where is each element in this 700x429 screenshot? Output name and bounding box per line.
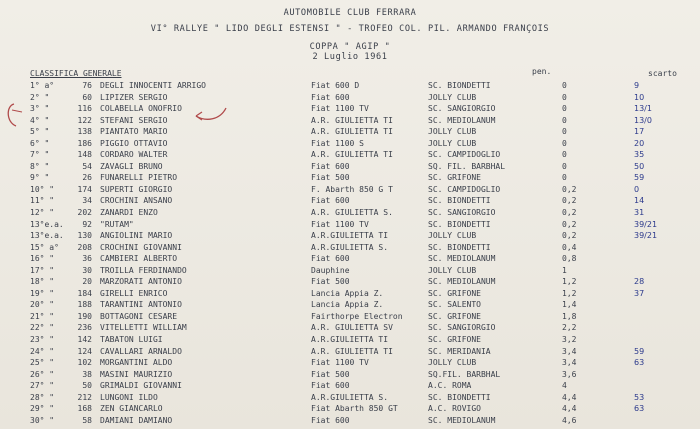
table-row	[30, 322, 690, 334]
table-row	[30, 172, 690, 184]
club-cell: SC. MEDIOLANUM	[428, 254, 496, 264]
car-model-cell: Fairthorpe Electron	[311, 311, 403, 321]
table-row	[30, 288, 690, 300]
driver-name-cell: DEGLI INNOCENTI ARRIGO	[100, 81, 206, 90]
car-number-cell: 188	[77, 300, 92, 310]
handwritten-arrow-mark	[190, 104, 230, 126]
penalty-cell: 0,2	[562, 231, 577, 241]
driver-name-cell: LUNGONI ILDO	[100, 392, 158, 402]
penalty-cell: 3,4	[562, 358, 577, 368]
car-number-cell: 168	[77, 404, 92, 414]
scarto-cell: 59	[634, 346, 645, 356]
rank-cell: 9° "	[30, 173, 50, 183]
car-model-cell: A.R. GIULIETTA TI	[311, 127, 393, 137]
scarto-cell: 53	[634, 392, 645, 402]
scarto-cell	[634, 299, 690, 311]
club-header: AUTOMOBILE CLUB FERRARA	[283, 8, 417, 18]
penalty-cell: 2,2	[562, 323, 577, 333]
penalty-cell: 3,2	[562, 335, 577, 345]
rank-cell: 17° "	[30, 265, 55, 275]
club-cell: SC. BIONDETTI	[428, 242, 491, 252]
car-number-cell: 102	[77, 358, 92, 368]
driver-name-cell: MASINI MAURIZIO	[100, 369, 173, 379]
car-number-cell: 38	[82, 369, 92, 379]
car-number-cell: 122	[77, 115, 92, 125]
scarto-cell: 14	[634, 196, 645, 206]
scarto-cell: 20	[634, 138, 645, 148]
car-number-cell: 186	[77, 138, 92, 148]
driver-name-cell: DAMIANI DAMIANO	[100, 415, 173, 425]
car-model-cell: Fiat 600	[311, 415, 350, 425]
table-row	[30, 126, 690, 138]
scarto-cell: 63	[634, 404, 645, 414]
penalty-cell: 0,8	[562, 254, 577, 264]
car-model-cell: Fiat 600 D	[311, 81, 360, 90]
driver-name-cell: ZEN GIANCARLO	[100, 404, 163, 414]
driver-name-cell: ZAVAGLI BRUNO	[100, 161, 163, 171]
club-cell: SC. GRIFONE	[428, 173, 481, 183]
rank-cell: 19° "	[30, 288, 55, 298]
rank-cell: 28° "	[30, 392, 55, 402]
results-table	[30, 80, 690, 426]
rank-cell: 8° "	[30, 161, 50, 171]
handwritten-bracket-mark	[0, 100, 40, 130]
club-cell: JOLLY CLUB	[428, 138, 477, 148]
car-number-cell: 124	[77, 346, 92, 356]
driver-name-cell: BOTTAGONI CESARE	[100, 311, 178, 321]
club-cell: JOLLY CLUB	[428, 231, 477, 241]
car-number-cell: 60	[82, 92, 92, 102]
rank-cell: 7° "	[30, 150, 50, 160]
driver-name-cell: CROCHINI ANSANO	[100, 196, 173, 206]
scarto-cell	[634, 242, 690, 254]
rank-cell: 23° "	[30, 335, 55, 345]
club-cell: SC. SANGIORGIO	[428, 323, 496, 333]
car-number-cell: 184	[77, 288, 92, 298]
penalty-cell: 0	[562, 138, 567, 148]
club-cell: SC. SALENTO	[428, 300, 481, 310]
scarto-cell	[634, 415, 690, 427]
table-row	[30, 115, 690, 127]
penalty-cell: 0	[562, 115, 567, 125]
rank-cell: 2° "	[30, 92, 50, 102]
rank-cell: 30° "	[30, 415, 55, 425]
table-row	[30, 92, 690, 104]
car-model-cell: A.R. GIULIETTA S.	[311, 208, 393, 218]
driver-name-cell: SUPERTI GIORGIO	[100, 184, 173, 194]
scarto-cell	[634, 369, 690, 381]
penalty-cell: 1,2	[562, 288, 577, 298]
rank-cell: 13°e.a.	[30, 231, 64, 241]
car-number-cell: 20	[82, 277, 92, 287]
scarto-cell	[634, 253, 690, 265]
club-cell: SC. CAMPIDOGLIO	[428, 150, 501, 160]
penalty-cell: 4,6	[562, 415, 577, 425]
scarto-cell: 37	[634, 288, 645, 298]
car-number-cell: 138	[77, 127, 92, 137]
driver-name-cell: CORDARO WALTER	[100, 150, 168, 160]
club-cell: SQ. FIL. BARBHAL	[428, 161, 506, 171]
car-model-cell: Fiat 600	[311, 381, 350, 391]
driver-name-cell: CAMBIERI ALBERTO	[100, 254, 178, 264]
driver-name-cell: FUNARELLI PIETRO	[100, 173, 178, 183]
rank-cell: 1° a°	[30, 81, 55, 90]
penalty-cell: 1,4	[562, 300, 577, 310]
car-model-cell: Fiat 1100 TV	[311, 358, 369, 368]
penalty-cell: 1	[562, 265, 567, 275]
driver-name-cell: CAVALLARI ARNALDO	[100, 346, 182, 356]
club-cell: SC. GRIFONE	[428, 335, 481, 345]
table-row	[30, 230, 690, 242]
driver-name-cell: CROCHINI GIOVANNI	[100, 242, 182, 252]
penalty-cell: 0	[562, 150, 567, 160]
table-row	[30, 195, 690, 207]
driver-name-cell: MORGANTINI ALDO	[100, 358, 173, 368]
rank-cell: 24° "	[30, 346, 55, 356]
rank-cell: 25° "	[30, 358, 55, 368]
club-cell: SC. BIONDETTI	[428, 392, 491, 402]
table-row	[30, 103, 690, 115]
rank-cell: 11° "	[30, 196, 55, 206]
car-number-cell: 236	[77, 323, 92, 333]
club-cell: JOLLY CLUB	[428, 265, 477, 275]
scarto-column-header: scarto	[648, 69, 677, 78]
club-cell: SC. MEDIOLANUM	[428, 115, 496, 125]
driver-name-cell: TARANTINI ANTONIO	[100, 300, 182, 310]
car-model-cell: Lancia Appia Z.	[311, 300, 384, 310]
penalty-cell: 3,6	[562, 369, 577, 379]
rank-cell: 22° "	[30, 323, 55, 333]
club-cell: SC. BIONDETTI	[428, 81, 491, 90]
scarto-cell: 39/21	[634, 219, 658, 229]
club-cell: JOLLY CLUB	[428, 127, 477, 137]
car-model-cell: Fiat 500	[311, 173, 350, 183]
rank-cell: 21° "	[30, 311, 55, 321]
penalty-cell: 0,2	[562, 208, 577, 218]
car-number-cell: 116	[77, 104, 92, 114]
penalty-cell: 0	[562, 173, 567, 183]
table-row	[30, 334, 690, 346]
driver-name-cell: ZANARDI ENZO	[100, 208, 158, 218]
rank-cell: 20° "	[30, 300, 55, 310]
table-row	[30, 346, 690, 358]
penalty-cell: 0	[562, 161, 567, 171]
driver-name-cell: MARZORATI ANTONIO	[100, 277, 182, 287]
club-cell: SC. MERIDANIA	[428, 346, 491, 356]
club-cell: A.C. ROVIGO	[428, 404, 481, 414]
rank-cell: 6° "	[30, 138, 50, 148]
rank-cell: 29° "	[30, 404, 55, 414]
car-number-cell: 130	[77, 231, 92, 241]
club-cell: JOLLY CLUB	[428, 92, 477, 102]
penalty-cell: 0	[562, 127, 567, 137]
club-cell: JOLLY CLUB	[428, 358, 477, 368]
car-number-cell: 26	[82, 173, 92, 183]
club-cell: SC. GRIFONE	[428, 288, 481, 298]
table-row	[30, 380, 690, 392]
scarto-cell: 13/1	[634, 104, 652, 114]
car-number-cell: 174	[77, 184, 92, 194]
car-number-cell: 34	[82, 196, 92, 206]
scarto-cell	[634, 334, 690, 346]
car-number-cell: 208	[77, 242, 92, 252]
scarto-cell	[634, 265, 690, 277]
scarto-cell: 39/21	[634, 231, 658, 241]
car-number-cell: 76	[82, 81, 92, 90]
table-row	[30, 415, 690, 427]
table-row	[30, 80, 690, 92]
scarto-cell: 63	[634, 358, 645, 368]
scarto-cell	[634, 322, 690, 334]
scarto-cell	[634, 380, 690, 392]
table-row	[30, 265, 690, 277]
rank-cell: 12° "	[30, 208, 55, 218]
club-cell: SC. GRIFONE	[428, 311, 481, 321]
driver-name-cell: "RUTAM"	[100, 219, 134, 229]
table-row	[30, 149, 690, 161]
car-model-cell: Fiat 1100 S	[311, 138, 364, 148]
penalty-cell: 0,2	[562, 219, 577, 229]
car-number-cell: 142	[77, 335, 92, 345]
rank-cell: 13°e.a.	[30, 219, 64, 229]
table-row	[30, 184, 690, 196]
rank-cell: 27° "	[30, 381, 55, 391]
driver-name-cell: PIGGIO OTTAVIO	[100, 138, 168, 148]
scarto-cell: 9	[634, 81, 640, 90]
car-model-cell: A.R. GIULIETTA SV	[311, 323, 393, 333]
scarto-cell: 10	[634, 92, 645, 102]
penalty-cell: 0,2	[562, 184, 577, 194]
car-model-cell: Fiat 600	[311, 254, 350, 264]
car-model-cell: Fiat 600	[311, 92, 350, 102]
car-number-cell: 54	[82, 161, 92, 171]
table-row	[30, 299, 690, 311]
table-row	[30, 138, 690, 150]
results-table-body	[30, 80, 690, 426]
car-number-cell: 202	[77, 208, 92, 218]
scarto-cell: 59	[634, 173, 645, 183]
car-model-cell: F. Abarth 850 G T	[311, 184, 393, 194]
rank-cell: 10° "	[30, 184, 55, 194]
driver-name-cell: ANGIOLINI MARIO	[100, 231, 173, 241]
rank-cell: 18° "	[30, 277, 55, 287]
rank-cell: 3° "	[30, 104, 50, 114]
table-row	[30, 253, 690, 265]
club-cell: A.C. ROMA	[428, 381, 472, 391]
club-cell: SC. MEDIOLANUM	[428, 415, 496, 425]
driver-name-cell: STEFANI SERGIO	[100, 115, 168, 125]
scarto-cell: 0	[634, 184, 640, 194]
table-row	[30, 276, 690, 288]
car-model-cell: A.R.GIULIETTA S.	[311, 242, 389, 252]
event-date: 2 Luglio 1961	[312, 52, 388, 62]
car-model-cell: Fiat 500	[311, 369, 350, 379]
car-model-cell: Dauphine	[311, 265, 350, 275]
driver-name-cell: GRIMALDI GIOVANNI	[100, 381, 182, 391]
table-row	[30, 392, 690, 404]
cup-title: COPPA " AGIP "	[309, 42, 391, 52]
table-row	[30, 207, 690, 219]
penalty-column-header: pen.	[532, 67, 552, 76]
rank-cell: 4° "	[30, 115, 50, 125]
car-number-cell: 30	[82, 265, 92, 275]
car-model-cell: Fiat Abarth 850 GT	[311, 404, 398, 414]
penalty-cell: 3,4	[562, 346, 577, 356]
penalty-cell: 1,2	[562, 277, 577, 287]
penalty-cell: 4	[562, 381, 567, 391]
scarto-cell: 13/0	[634, 115, 652, 125]
driver-name-cell: LIPIZER SERGIO	[100, 92, 168, 102]
rank-cell: 26° "	[30, 369, 55, 379]
car-model-cell: Fiat 1100 TV	[311, 219, 369, 229]
car-model-cell: A.R. GIULIETTA TI	[311, 150, 393, 160]
scarto-cell: 17	[634, 127, 645, 137]
driver-name-cell: PIANTATO MARIO	[100, 127, 168, 137]
club-cell: SC. BIONDETTI	[428, 196, 491, 206]
car-model-cell: A.R.GIULIETTA TI	[311, 231, 389, 241]
car-model-cell: Fiat 1100 TV	[311, 104, 369, 114]
penalty-cell: 4,4	[562, 404, 577, 414]
car-model-cell: Fiat 600	[311, 161, 350, 171]
driver-name-cell: TROILLA FERDINANDO	[100, 265, 187, 275]
classification-title: CLASSIFICA GENERALE	[30, 69, 122, 78]
scarto-cell: 50	[634, 161, 645, 171]
rank-cell: 15° a°	[30, 242, 59, 252]
club-cell: SC. MEDIOLANUM	[428, 277, 496, 287]
car-number-cell: 50	[82, 381, 92, 391]
penalty-cell: 0,4	[562, 242, 577, 252]
penalty-cell: 0	[562, 104, 567, 114]
rank-cell: 5° "	[30, 127, 50, 137]
car-number-cell: 212	[77, 392, 92, 402]
club-cell: SC. CAMPIDOGLIO	[428, 184, 501, 194]
driver-name-cell: VITELLETTI WILLIAM	[100, 323, 187, 333]
car-model-cell: Fiat 500	[311, 277, 350, 287]
club-cell: SC. SANGIORGIO	[428, 208, 496, 218]
car-number-cell: 92	[82, 219, 92, 229]
car-model-cell: A.R.GIULIETTA TI	[311, 335, 389, 345]
car-number-cell: 36	[82, 254, 92, 264]
penalty-cell: 0	[562, 81, 567, 90]
penalty-cell: 4,4	[562, 392, 577, 402]
table-row	[30, 219, 690, 231]
scarto-cell: 31	[634, 208, 645, 218]
car-model-cell: A.R. GIULIETTA TI	[311, 346, 393, 356]
car-model-cell: A.R. GIULIETTA TI	[311, 115, 393, 125]
rank-cell: 16° "	[30, 254, 55, 264]
driver-name-cell: GIRELLI ENRICO	[100, 288, 168, 298]
scarto-cell: 28	[634, 277, 645, 287]
table-row	[30, 369, 690, 381]
club-cell: SQ.FIL. BARBHAL	[428, 369, 501, 379]
scarto-cell: 35	[634, 150, 645, 160]
car-number-cell: 58	[82, 415, 92, 425]
car-model-cell: Lancia Appia Z.	[311, 288, 384, 298]
table-row	[30, 403, 690, 415]
table-row	[30, 242, 690, 254]
driver-name-cell: COLABELLA ONOFRIO	[100, 104, 182, 114]
car-model-cell: Fiat 600	[311, 196, 350, 206]
car-model-cell: A.R.GIULIETTA S.	[311, 392, 389, 402]
club-cell: SC. SANGIORGIO	[428, 104, 496, 114]
penalty-cell: 1,8	[562, 311, 577, 321]
club-cell: SC. BIONDETTI	[428, 219, 491, 229]
penalty-cell: 0	[562, 92, 567, 102]
table-row	[30, 357, 690, 369]
driver-name-cell: TABATON LUIGI	[100, 335, 163, 345]
car-number-cell: 190	[77, 311, 92, 321]
event-title: VI° RALLYE " LIDO DEGLI ESTENSI " - TROFEO COL. PIL. ARMANDO FRANÇOIS	[150, 24, 550, 34]
table-row	[30, 311, 690, 323]
penalty-cell: 0,2	[562, 196, 577, 206]
car-number-cell: 148	[77, 150, 92, 160]
table-row	[30, 161, 690, 173]
scarto-cell	[634, 311, 690, 323]
